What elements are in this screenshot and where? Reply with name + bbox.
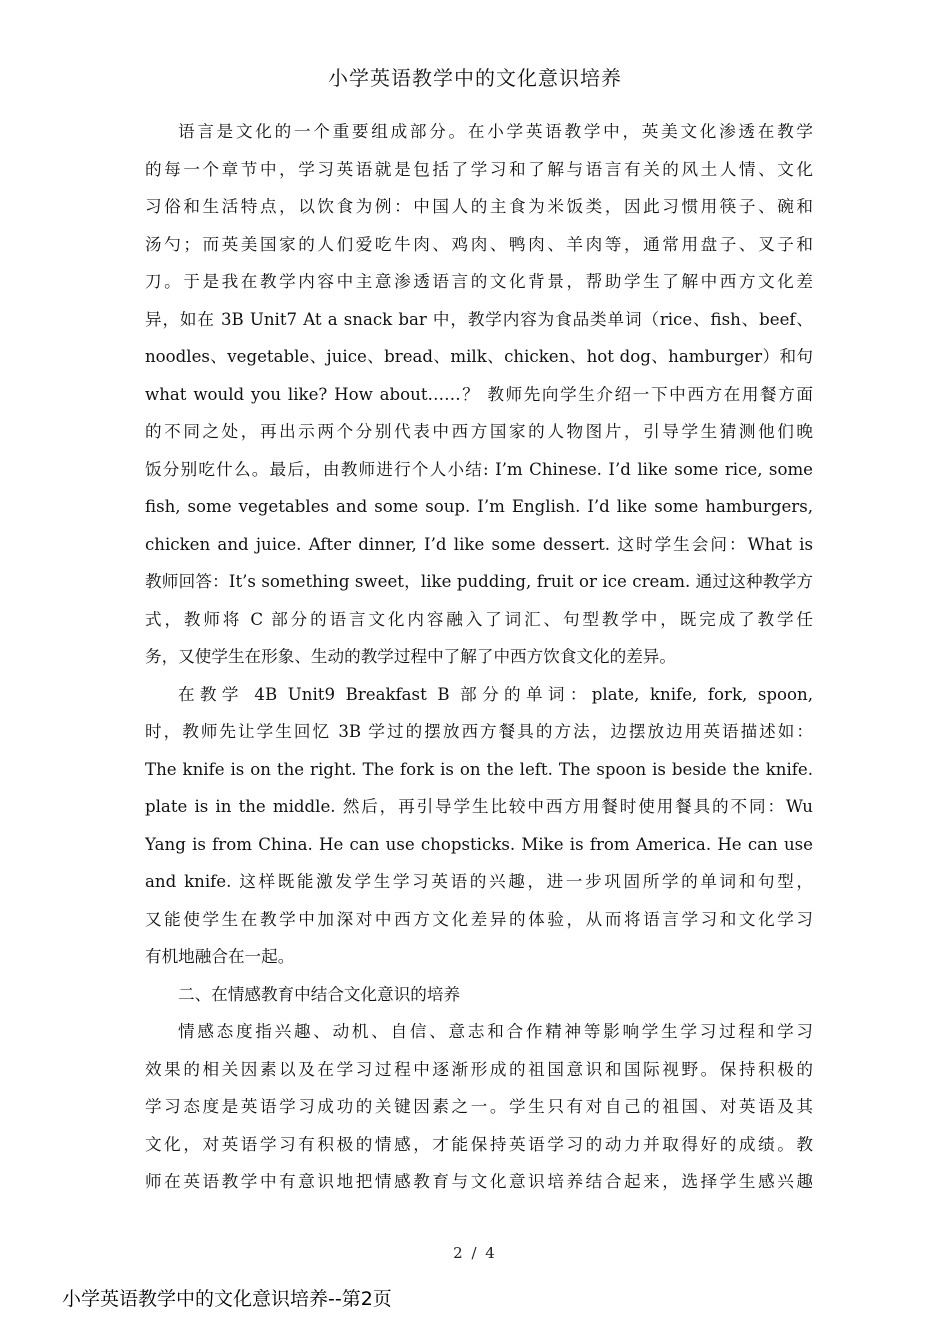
text-line: 的不同之处，再出示两个分别代表中西方国家的人物图片，引导学生猜测他们晚 <box>145 422 813 441</box>
text-line: 又能使学生在教学中加深对中西方文化差异的体验，从而将语言学习和文化学习 <box>145 909 813 929</box>
text-line: 文化，对英语学习有积极的情感，才能保持英语学习的动力并取得好的成绩。教 <box>145 1134 813 1154</box>
text-line: 刀。于是我在教学内容中主意渗透语言的文化背景，帮助学生了解中西方文化差 <box>145 272 813 291</box>
text-line: what would you like? How about……？ 教师先向学生介绍一下中西方在用餐方面 <box>145 384 813 404</box>
text-line: 语言是文化的一个重要组成部分。在小学英语教学中，英美文化渗透在教学 <box>178 122 813 141</box>
text-line: The knife is on the right. The fork is on the left. The spoon is beside the knife. <box>145 759 813 779</box>
text-line: fish, some vegetables and some soup. I’m English. I’d like some hamburgers, <box>145 497 813 516</box>
text-line: 情感态度指兴趣、动机、自信、意志和合作精神等影响学生学习过程和学习 <box>178 1022 813 1041</box>
text-line: 时，教师先让学生回忆 3B 学过的摆放西方餐具的方法，边摆放边用英语描述如： <box>145 722 813 741</box>
document-title: 小学英语教学中的文化意识培养 <box>328 66 622 90</box>
text-line: 教师回答：It’s something sweet，like pudding, fruit or ice cream. 通过这种教学方 <box>145 572 813 591</box>
text-line: 有机地融合在一起。 <box>145 947 295 966</box>
text-line: 在教学 4B Unit9 Breakfast B 部分的单词：plate, knife, fork, spoon, <box>178 684 813 704</box>
text-line: and knife. 这样既能激发学生学习英语的兴趣，进一步巩固所学的单词和句型， <box>145 872 813 891</box>
text-line: 的每一个章节中，学习英语就是包括了学习和了解与语言有关的风土人情、文化 <box>145 159 813 179</box>
text-line: 师在英语教学中有意识地把情感教育与文化意识培养结合起来，选择学生感兴趣 <box>145 1172 813 1191</box>
text-line: 式，教师将 C 部分的语言文化内容融入了词汇、句型教学中，既完成了教学任 <box>145 609 813 629</box>
text-line: Yang is from China. He can use chopsticks. Mike is from America. He can use <box>145 834 813 854</box>
text-line: 习俗和生活特点，以饮食为例：中国人的主食为米饭类，因此习惯用筷子、碗和 <box>145 197 813 216</box>
text-line: 效果的相关因素以及在学习过程中逐渐形成的祖国意识和国际视野。保持积极的 <box>145 1059 813 1079</box>
text-line: chicken and juice. After dinner, I’d like some dessert. 这时学生会问：What is <box>145 534 813 554</box>
text-line: 汤勺；而英美国家的人们爱吃牛肉、鸡肉、鸭肉、羊肉等，通常用盘子、叉子和 <box>145 234 813 254</box>
text-line: 饭分别吃什么。最后，由教师进行个人小结: I’m Chinese. I’d like some rice, some <box>145 459 813 479</box>
page-number: 2 / 4 <box>453 1244 497 1262</box>
section-heading: 二、在情感教育中结合文化意识的培养 <box>178 984 461 1004</box>
text-line: 学习态度是英语学习成功的关键因素之一。学生只有对自己的祖国、对英语及其 <box>145 1097 813 1116</box>
text-line: 务，又使学生在形象、生动的教学过程中了解了中西方饮食文化的差异。 <box>145 647 676 666</box>
text-line: noodles、vegetable、juice、bread、milk、chicken、hot dog、hamburger）和句 <box>145 347 813 366</box>
document-body <box>145 113 813 1201</box>
text-line: 异，如在 3B Unit7 At a snack bar 中，教学内容为食品类单词（rice、fish、beef、 <box>145 309 813 329</box>
text-line: plate is in the middle. 然后，再引导学生比较中西方用餐时使用餐具的不同：Wu <box>145 797 813 816</box>
page-footer: 小学英语教学中的文化意识培养--第2页 <box>62 1288 392 1310</box>
